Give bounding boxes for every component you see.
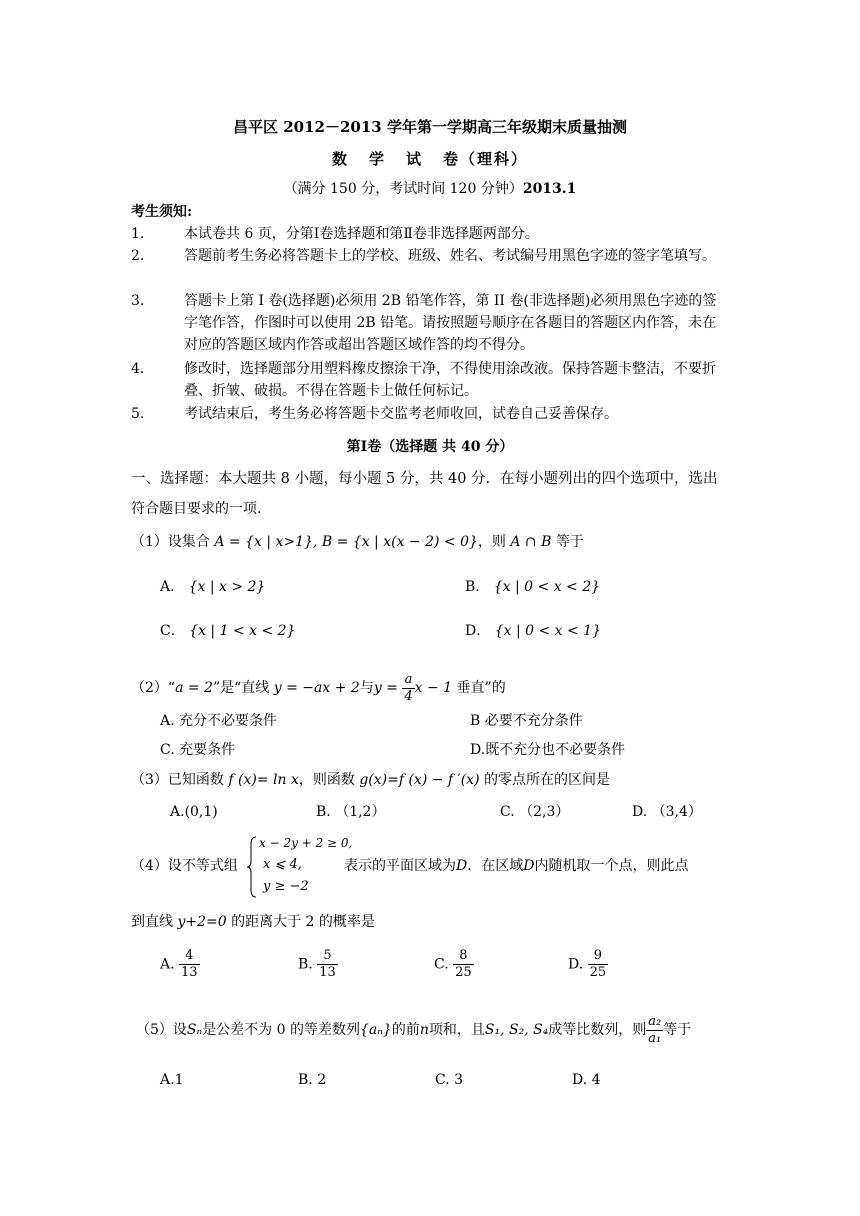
q2-option-d (470, 740, 625, 760)
fraction-numerator: 5 (317, 948, 338, 965)
notice-number: 2. (131, 248, 145, 264)
q5-s: S₁, S₂, S₄ (484, 1022, 549, 1038)
option-text: {x | 1 < x < 2} (189, 623, 296, 639)
section-heading: 第Ⅰ卷（选择题 共 40 分） (346, 439, 514, 455)
q3-option-c (500, 802, 569, 822)
option-text: (0,1) (184, 804, 218, 820)
q3-f: f (x)= ln x (228, 772, 299, 788)
question-3-stem (131, 770, 610, 790)
option-text: （3,4） (651, 804, 702, 820)
notice-heading: 考生须知: (131, 204, 193, 220)
q5-n: n (419, 1022, 429, 1038)
q5-end: 等于 (663, 1022, 692, 1038)
q5-mid4: 成等比数列，则 (548, 1022, 647, 1038)
option-label: B. (298, 956, 313, 973)
q1-sets: A = {x | x>1}, B = {x | x(x − 2) < 0} (214, 534, 478, 550)
q4-option-c (434, 948, 474, 981)
q4-line2-expr: y+2=0 (177, 914, 227, 930)
q5-option-b (298, 1070, 326, 1090)
q4-option-b (298, 948, 338, 981)
option-text: {x | 0 < x < 2} (493, 579, 601, 595)
option-fraction (588, 948, 609, 981)
option-fraction (317, 948, 338, 981)
q4-line2-prefix: 到直线 (131, 914, 173, 930)
q4-stem-rest (344, 856, 688, 876)
q3-mid: ，则函数 (298, 772, 355, 788)
q2-cond: a = 2 (175, 680, 213, 696)
q3-prefix: （3）已知函数 (131, 772, 224, 788)
option-fraction (453, 948, 474, 981)
section-intro: 一、选择题：本大题共 8 小题，每小题 5 分，共 40 分．在每小题列出的四个选项中，选出 (131, 471, 718, 487)
option-text: 1 (174, 1072, 184, 1088)
q4-system-line: y ≥ −2 (263, 879, 309, 894)
q3-option-b (316, 802, 385, 822)
option-label: D． (465, 623, 491, 639)
option-label: C. (435, 1072, 450, 1088)
option-label: B． (465, 579, 490, 595)
q4-system-line: x − 2y + 2 ≥ 0, (259, 836, 353, 850)
option-label: D. (470, 742, 486, 758)
q5-mid2: 的前 (391, 1022, 420, 1038)
fraction-denominator: a₁ (648, 1030, 662, 1046)
q3-g: g(x)=f (x) − f ′(x) (359, 772, 480, 788)
option-label: C． (160, 623, 185, 639)
notice-item: 答题卡上第 I 卷(选择题)必须用 2B 铅笔作答，第 II 卷(非选择题)必须用黑色字迹的签字笔作答，作图时可以使用 2B 铅笔。请按照题号顺序在各题目的答题区内作答，未在对应的答题区域内作答或超出答题区域作答的均不得分。 (184, 293, 717, 353)
question-2-stem (131, 668, 506, 708)
question-1-stem (131, 532, 584, 552)
left-brace (247, 836, 257, 898)
fraction-numerator: 9 (588, 948, 609, 965)
q2-end: 垂直”的 (456, 680, 506, 696)
fraction-denominator: 25 (455, 965, 472, 980)
option-label: A. (160, 1072, 175, 1088)
q2-line2-rest: x − 1 (414, 680, 453, 696)
q3-option-a (170, 802, 218, 822)
q1-end: 等于 (555, 534, 584, 550)
q2-fraction (402, 672, 414, 705)
option-text: 2 (317, 1072, 327, 1088)
q2-prefix: （2）“ (131, 680, 176, 696)
fraction-denominator: 25 (589, 965, 607, 980)
q4-system-line: x ⩽ 4, (263, 857, 302, 872)
question-5-stem (136, 1010, 691, 1050)
q4-option-d (568, 948, 608, 981)
q3-end: 的零点所在的区间是 (484, 772, 610, 788)
q5-option-c (435, 1070, 463, 1090)
section-intro: 符合题目要求的一项. (131, 501, 262, 517)
notice-item: 修改时，选择题部分用塑料橡皮擦涂干净，不得使用涂改液。保持答题卡整洁，不要折叠、折皱、破损。不得在答题卡上做任何标记。 (184, 361, 716, 399)
q1-option-b (465, 577, 600, 597)
q1-prefix: （1）设集合 (131, 534, 210, 550)
q4-mid: 表示的平面区域为 (344, 858, 456, 874)
q1-option-a (160, 577, 265, 597)
option-text: 4 (591, 1072, 601, 1088)
q2-option-b (470, 711, 583, 731)
option-label: D. (568, 956, 584, 973)
notice-item: 答题前考生务必将答题卡上的学校、班级、姓名、考试编号用黑色字迹的签字笔填写。 (184, 248, 716, 264)
option-text: {x | x > 2} (188, 579, 266, 595)
q5-mid3: 项和，且 (428, 1022, 485, 1038)
notice-number: 5. (131, 406, 145, 422)
q1-expr: A ∩ B (510, 534, 552, 550)
notice-item: 本试卷共 6 页，分第Ⅰ卷选择题和第Ⅱ卷非选择题两部分。 (184, 226, 539, 242)
exam-subtitle (0, 149, 860, 169)
exam-title: 昌平区 2012－2013 学年第一学期高三年级期末质量抽测 (233, 118, 627, 136)
option-label: A． (160, 579, 185, 595)
fraction-denominator: 13 (181, 965, 198, 980)
q2-mid: ”是“直线 (212, 680, 270, 696)
q4-option-a (160, 948, 200, 981)
subtitle-part: 学 (368, 150, 406, 168)
q1-option-c (160, 621, 295, 641)
q2-line1: y = −ax + 2 (273, 680, 360, 696)
fraction-denominator: 4 (404, 688, 413, 704)
option-label: A. (160, 713, 175, 729)
option-label: B (470, 713, 481, 729)
q5-prefix: （5）设 (136, 1022, 187, 1038)
exam-info (0, 179, 860, 199)
notice-number: 4. (131, 361, 145, 377)
subtitle-part: 数 (331, 150, 369, 168)
q5-option-d (572, 1070, 601, 1090)
option-label: C. (160, 742, 175, 758)
q4-mid2: ．在区域 (467, 858, 524, 874)
option-text: 充要条件 (179, 742, 236, 758)
q5-option-a (160, 1070, 183, 1090)
q4-line2-end: 的距离大于 2 的概率是 (231, 914, 375, 930)
subtitle-part: 试 (406, 150, 444, 168)
fraction-numerator: a (402, 672, 414, 689)
option-text: 既不充分也不必要条件 (485, 742, 626, 758)
q1-suffix: ，则 (477, 534, 506, 550)
q2-option-c (160, 740, 235, 760)
q4-d2: D (523, 858, 535, 874)
q4-prefix: （4）设不等式组 (131, 858, 238, 874)
q5-sn: Sₙ (186, 1022, 203, 1038)
option-text: {x | 0 < x < 1} (494, 623, 601, 639)
q4-stem-line2 (131, 912, 375, 932)
q1-option-d (465, 621, 601, 641)
option-label: A. (170, 804, 185, 820)
q5-fraction (646, 1014, 663, 1047)
q2-line2-y: y = (373, 680, 398, 696)
fraction-denominator: 13 (319, 965, 336, 980)
fraction-numerator: 8 (453, 948, 474, 965)
option-label: A. (160, 956, 175, 973)
option-label: D. (572, 1072, 588, 1088)
option-text: （2,3） (519, 804, 570, 820)
exam-date: 2013.1 (522, 181, 577, 197)
q2-option-a (160, 711, 277, 731)
q4-d1: D (456, 858, 468, 874)
option-text: 必要不充分条件 (484, 713, 583, 729)
fraction-numerator: a₂ (648, 1013, 662, 1029)
option-text: 3 (454, 1072, 464, 1088)
option-label: B. (298, 1072, 313, 1088)
q4-end: 内随机取一个点，则此点 (534, 858, 689, 874)
q5-an: {aₙ} (360, 1022, 392, 1038)
option-label: B. (316, 804, 331, 820)
notice-item: 考试结束后，考生务必将答题卡交监考老师收回，试卷自己妥善保存。 (184, 406, 618, 422)
q5-mid1: 是公差不为 0 的等差数列 (202, 1022, 360, 1038)
option-text: （1,2） (335, 804, 386, 820)
subtitle-part: 卷（理科） (443, 150, 529, 168)
notice-number: 1. (131, 226, 145, 242)
option-label: D. (632, 804, 648, 820)
option-label: C. (434, 956, 449, 973)
exam-info-text: （满分 150 分，考试时间 120 分钟） (283, 181, 523, 197)
fraction-numerator: 4 (179, 948, 200, 965)
q3-option-d (632, 802, 702, 822)
option-text: 充分不必要条件 (179, 713, 278, 729)
option-label: C. (500, 804, 515, 820)
notice-number: 3. (131, 293, 145, 309)
q2-with: 与 (359, 680, 374, 696)
option-fraction (179, 948, 200, 981)
